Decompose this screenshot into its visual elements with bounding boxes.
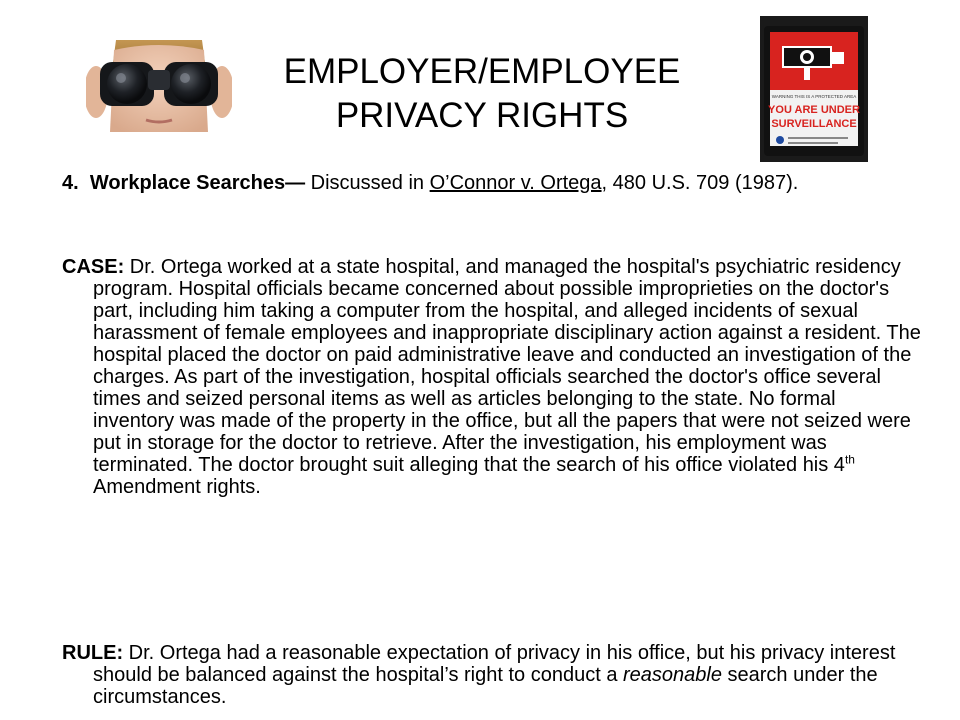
rule-text: Dr. Ortega had a reasonable expectation of privacy in his office, but his privacy interest should be balanced against the hospital’s right to conduct a (93, 642, 896, 686)
title-line-2: PRIVACY RIGHTS (335, 96, 629, 135)
rule-text-end: search under the circumstances. (93, 664, 878, 708)
sign-line2-text: SURVEILLANCE (771, 118, 857, 130)
sign-line1-text: YOU ARE UNDER (768, 104, 860, 116)
sign-header-text: WARNING THIS IS A PROTECTED AREA (771, 94, 857, 99)
section-heading: Workplace Searches— (89, 172, 306, 194)
case-text: Dr. Ortega worked at a state hospital, and managed the hospital's psychiatric residency program. Hospital officials became concerned about possible improprieties on the doctor's part, including him taking a computer from the hospital, and alleged incidents of sexual harassment of female employees and inappropriate disciplinary action against a resident. The hospital placed the doctor on paid administrative leave and conducted an investigation of the charges. As part of the investigation, hospital officials searched the doctor's office several times and seized personal items as well as articles belonging to the state. No formal inventory was made of the property in the office, but all the papers that were not seized were put in storage for the doctor to retrieve. After the investigation, his employment was terminated. The doctor brought suit alleging that the search of his office violated his 4 (93, 256, 921, 476)
title-line-1: EMPLOYER/EMPLOYEE (283, 52, 681, 91)
binoculars-icon (86, 40, 232, 132)
rule-emphasis: reasonable (623, 664, 722, 686)
rule-label: RULE: (62, 642, 124, 664)
rule-paragraph (62, 642, 922, 708)
case-paragraph (62, 256, 922, 498)
surveillance-sign-icon (760, 16, 868, 162)
page-title (232, 50, 732, 138)
case-name: O’Connor v. Ortega (429, 172, 602, 194)
case-text-end: Amendment rights. (93, 476, 261, 498)
section-4-paragraph (62, 172, 922, 194)
case-superscript: th (844, 452, 855, 467)
section-intro: Discussed in (305, 172, 430, 194)
case-label: CASE: (62, 256, 125, 278)
section-number: 4. (62, 172, 79, 194)
case-citation: , 480 U.S. 709 (1987). (601, 172, 799, 194)
